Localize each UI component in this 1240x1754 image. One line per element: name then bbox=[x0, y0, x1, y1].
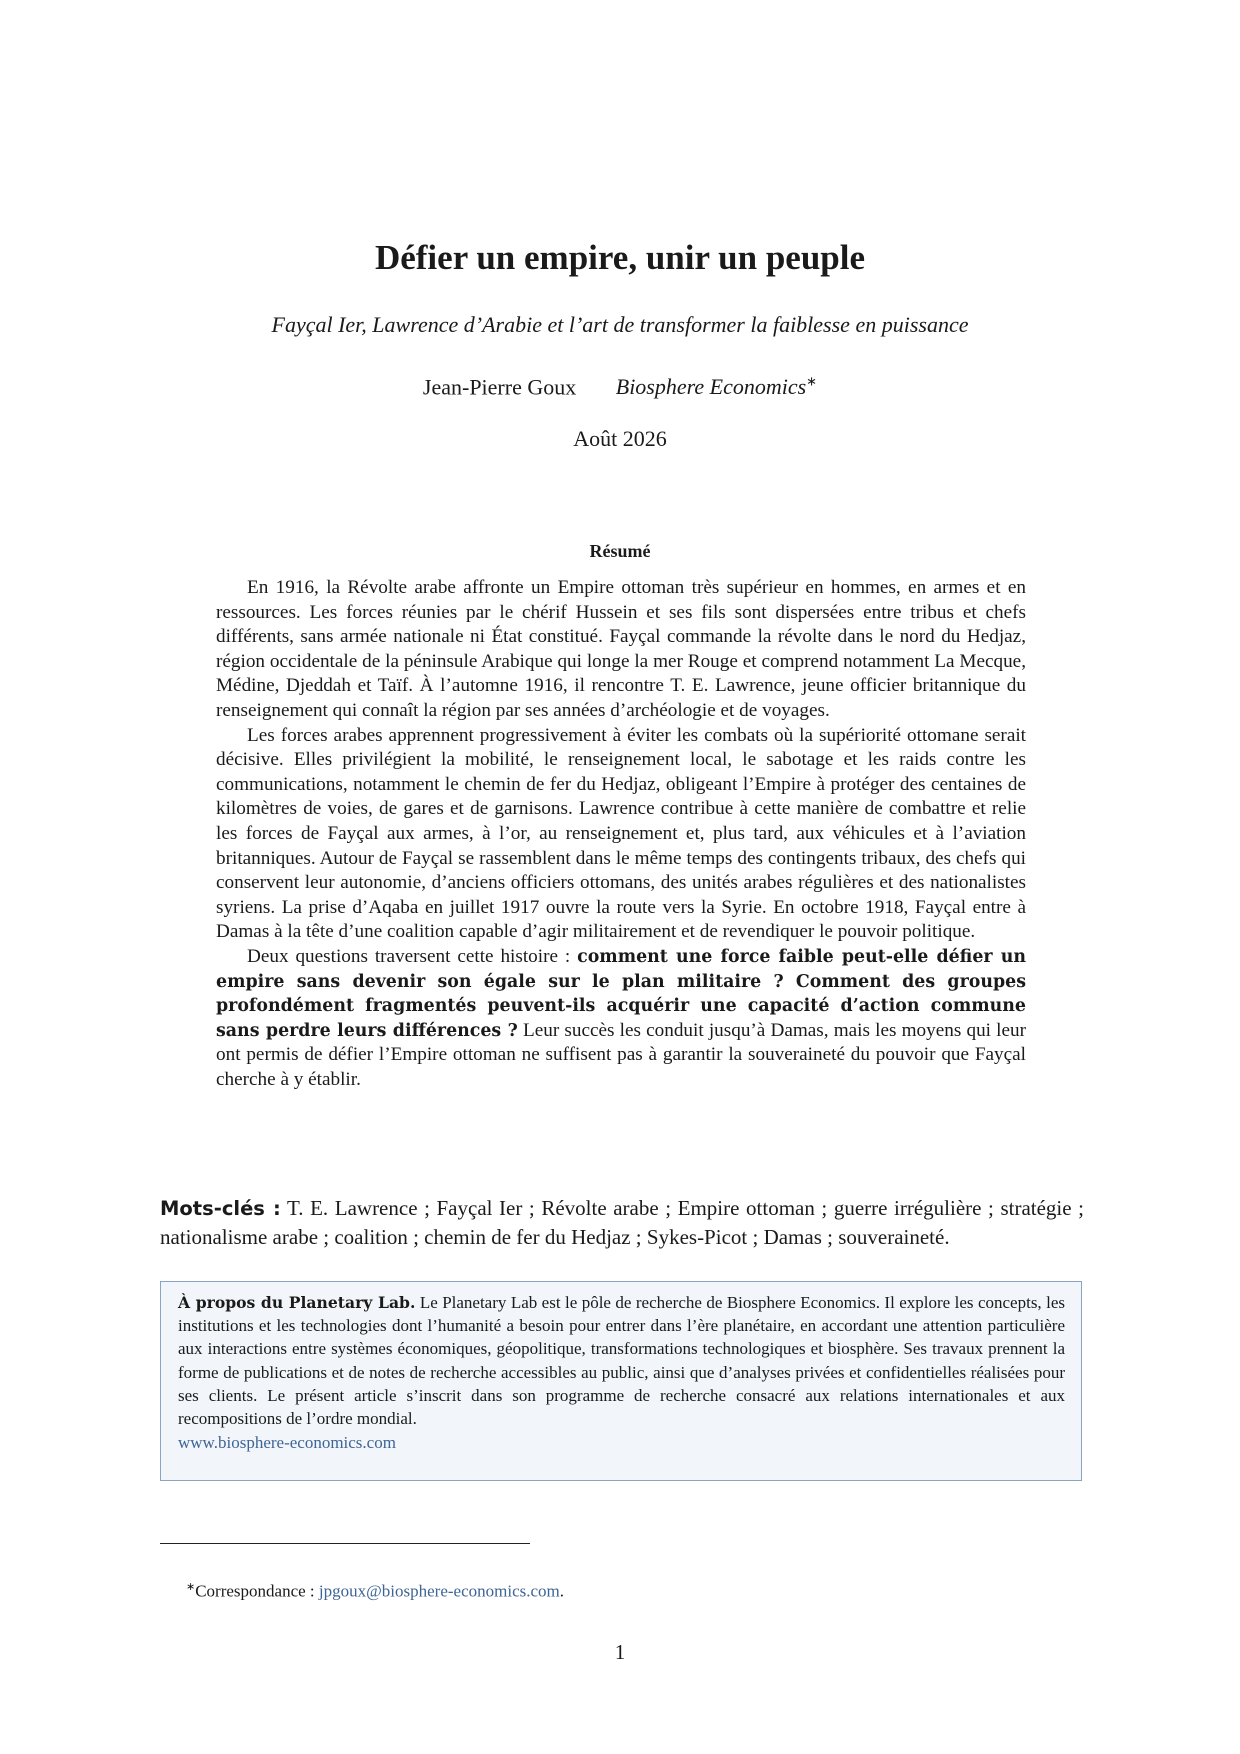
author-line bbox=[0, 374, 1240, 400]
abstract-paragraph-3 bbox=[216, 945, 1026, 1093]
footnote-label: Correspondance : bbox=[195, 1581, 319, 1601]
footnote-end: . bbox=[559, 1581, 565, 1601]
keywords-label: Mots-clés : bbox=[160, 1197, 281, 1220]
website-link[interactable]: www.biosphere-economics.com bbox=[178, 1433, 396, 1453]
abstract-paragraph-2: Les forces arabes apprennent progressivement à éviter les combats où la supériorité ottomane serait décisive. Elles privilégient la mobilité, le renseignement local, le sabotage et les raids contre les communications, notamment le chemin de fer du Hedjaz, obligeant l’Empire à protéger des centaines de kilomètres de voies, de gares et de garnisons. Lawrence contribue à cette manière de combattre et relie les forces de Fayçal aux armes, à l’or, au renseignement et, plus tard, aux véhicules et à l’aviation britanniques. Autour de Fayçal se rassemblent dans le même temps des contingents tribaux, des chefs qui conservent leur autonomie, d’anciens officiers ottomans, des unités arabes régulières et des nationalistes syriens. La prise d’Aqaba en juillet 1917 ouvre la route vers la Syrie. En octobre 1918, Fayçal entre à Damas à la tête d’une coalition capable d’agir militairement et de revendiquer le pouvoir politique. bbox=[216, 724, 1026, 943]
abstract-research-questions: comment une force faible peut-elle défier un empire sans devenir son égale sur le plan militaire ? Comment des groupes profondément fragmentés peuvent-ils acquérir une capacité d’action commune sans perdre leurs différences ? bbox=[216, 946, 1026, 1041]
author-name: Jean-Pierre Goux bbox=[422, 374, 577, 400]
footnote-mark: ∗ bbox=[186, 1581, 196, 1593]
keywords bbox=[160, 1194, 1084, 1251]
keywords-list: T. E. Lawrence ; Fayçal Ier ; Révolte arabe ; Empire ottoman ; guerre irrégulière ; stratégie ; nationalisme arabe ; coalition ; chemin de fer du Hedjaz ; Sykes-Picot ; Damas ; souveraineté. bbox=[160, 1196, 1084, 1249]
paper-title: Défier un empire, unir un peuple bbox=[374, 238, 866, 277]
correspondence-footnote bbox=[186, 1580, 564, 1602]
abstract-heading: Résumé bbox=[589, 541, 651, 561]
about-label: À propos du Planetary Lab. bbox=[178, 1293, 416, 1312]
abstract-body bbox=[216, 576, 1026, 1092]
abstract-paragraph-1: En 1916, la Révolte arabe affronte un Empire ottoman très supérieur en hommes, en armes et en ressources. Les forces réunies par le chérif Hussein et ses fils sont dispersées entre tribus et chefs différents, sans armée nationale ni État constitué. Fayçal commande la révolte dans le nord du Hedjaz, région occidentale de la péninsule Arabique qui longe la mer Rouge et comprend notamment La Mecque, Médine, Djeddah et Taïf. À l’automne 1916, il rencontre T. E. Lawrence, jeune officier britannique du renseignement qui connaît la région par ses années d’archéologie et de voyages. bbox=[216, 577, 1026, 721]
abstract-p3-tail: Leur succès les conduit jusqu’à Damas, mais les moyens qui leur ont permis de défier l’Empire ottoman ne suffisent pas à garantir la souveraineté du pouvoir que Fayçal cherche à y établir. bbox=[216, 1019, 1026, 1090]
abstract-p3-lead: Deux questions traversent cette histoire : bbox=[247, 945, 578, 967]
affiliation-footnote-mark: ∗ bbox=[806, 374, 818, 389]
footnote-rule bbox=[160, 1543, 530, 1544]
about-description: Le Planetary Lab est le pôle de recherche de Biosphere Economics. Il explore les concepts, les institutions et les technologies dont l’humanité a besoin pour entrer dans l’ère planétaire, en accordant une attention particulière aux interactions entre systèmes économiques, géopolitique, transformations technologiques et biosphère. Ses travaux prennent la forme de publications et de notes de recherche accessibles au public, ainsi que d’analyses privées et confidentielles réalisées pour ses clients. Le présent article s’inscrit dans son programme de recherche consacré aux relations internationales et aux recompositions de l’ordre mondial. bbox=[178, 1293, 1065, 1429]
paper-subtitle: Fayçal Ier, Lawrence d’Arabie et l’art de transformer la faiblesse en puissance bbox=[271, 312, 969, 337]
page-number: 1 bbox=[614, 1640, 626, 1664]
author-affiliation bbox=[616, 374, 817, 399]
paper-date: Août 2026 bbox=[573, 426, 667, 451]
affiliation-name: Biosphere Economics bbox=[615, 374, 807, 400]
about-text bbox=[178, 1291, 1065, 1430]
about-planetary-lab-box bbox=[160, 1281, 1082, 1481]
correspondence-email-link[interactable]: jpgoux@biosphere-economics.com bbox=[318, 1581, 560, 1601]
